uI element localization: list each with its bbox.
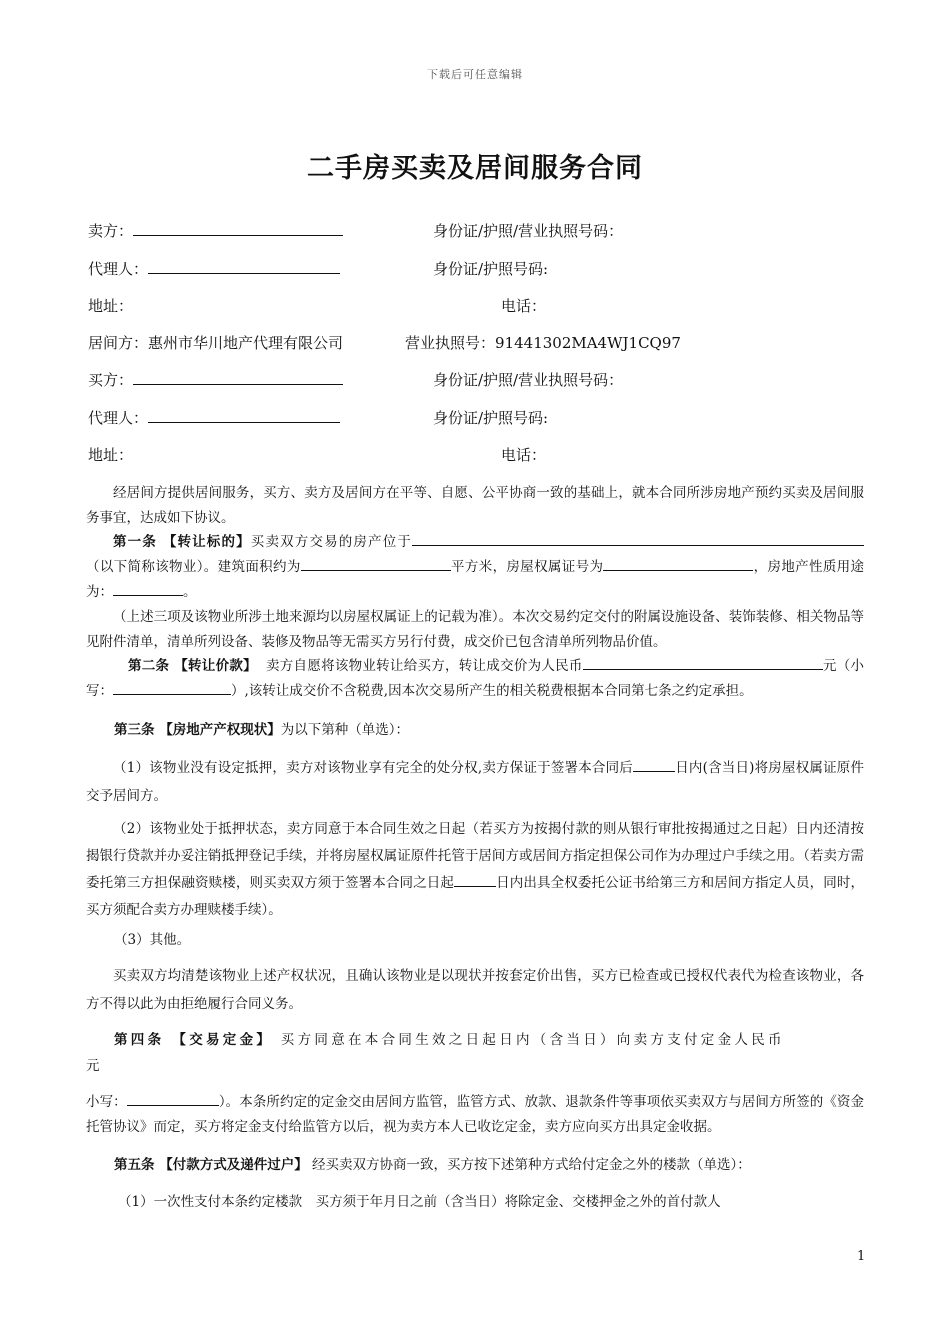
buyer-agent-field[interactable] xyxy=(148,408,340,423)
broker-license xyxy=(405,333,681,353)
seller-address-label: 地址： xyxy=(88,297,134,315)
option-1-text-b: 日内(含当日)将房屋权属证原件交予居间方。 xyxy=(86,760,864,804)
seller-agent-row xyxy=(88,259,549,279)
usage-field[interactable] xyxy=(113,580,183,596)
option-2-text-b: 日内出具全权委托公证书给第三方和居间方指定人员，同时，买方须配合卖方办理赎楼手续）。 xyxy=(86,875,864,918)
buyer-agent-label: 代理人： xyxy=(88,409,149,427)
article-1-text-2: （以下简称该物业）。建筑面积约为 xyxy=(86,559,301,575)
article-4-detail xyxy=(86,1090,864,1140)
price-small-field[interactable] xyxy=(113,679,231,695)
article-4-heading: 第四条 【交易定金】 xyxy=(114,1032,274,1048)
buyer-address-label: 地址： xyxy=(88,446,134,464)
article-4 xyxy=(114,1029,892,1051)
article-2-heading: 第二条 【转让价款】 xyxy=(128,658,257,674)
buyer-label: 买方： xyxy=(88,371,134,389)
article-1-text-1: 买卖双方交易的房产位于 xyxy=(250,534,413,550)
intro-paragraph: 经居间方提供居间服务，买方、卖方及居间方在平等、自愿、公平协商一致的基础上，就本合同所涉房地产预约买卖及居间服务事宜，达成如下协议。 xyxy=(86,485,864,526)
a5-option-1-text-a: （1）一次性支付本条约定楼款 买方须于 xyxy=(118,1194,370,1210)
option-2-days-field[interactable] xyxy=(454,871,496,887)
a5-option-1-month: 月 xyxy=(383,1194,397,1210)
article-4-text-1: 买方同意在本合同生效之日起 xyxy=(280,1032,500,1048)
option-1-days-field[interactable] xyxy=(633,756,675,772)
article-3-heading: 第三条 【房地产产权现状】 xyxy=(114,722,281,738)
article-3-option-2 xyxy=(86,816,864,924)
seller-id-label: 身份证/护照/营业执照号码： xyxy=(433,222,624,240)
option-1-text-a: （1）该物业没有设定抵押，卖方对该物业享有完全的处分权,卖方保证于签署本合同后 xyxy=(113,760,634,776)
buyer-name-field[interactable] xyxy=(133,370,343,385)
article-3-option-3 xyxy=(114,929,892,951)
buyer-row xyxy=(88,370,624,390)
article-4-text-2: 日内（含当日）向卖方支付定金人民币 xyxy=(499,1032,785,1048)
broker-license-label: 营业执照号： xyxy=(405,334,496,352)
article-3-text-1: 为以下第 xyxy=(280,722,335,738)
broker-label: 居间方： xyxy=(88,334,149,352)
seller-label: 卖方： xyxy=(88,222,134,240)
seller-agent-label: 代理人： xyxy=(88,260,149,278)
a5-option-1-year: 年 xyxy=(369,1194,384,1210)
article-4-text-5: ）。本条所约定的定金交由居间方监管，监管方式、放款、退款条件等事项依买卖双方与居间方所签的《资金托管协议》而定，买方将定金支付给监管方以后，视为卖方本人已收讫定金，卖方应向买方出具定金收据。 xyxy=(86,1094,864,1135)
article-5-heading: 第五条 【付款方式及递件过户】 xyxy=(114,1157,308,1173)
article-4-text-4: 小写： xyxy=(86,1094,127,1110)
article-4-unit: 元 xyxy=(86,1058,100,1074)
property-cert-field[interactable] xyxy=(603,555,753,571)
article-2 xyxy=(86,654,864,704)
header-note: 下载后可任意编辑 xyxy=(427,68,523,81)
article-3 xyxy=(114,719,892,741)
article-2-text-2: 元（小写： xyxy=(86,658,865,699)
article-1-heading: 第一条 【转让标的】 xyxy=(113,534,251,550)
page-number: 1 xyxy=(857,1249,866,1264)
article-5-option-1 xyxy=(118,1191,896,1213)
broker-name: 惠州市华川地产代理有限公司 xyxy=(148,334,344,352)
buyer-agent-row xyxy=(88,408,549,428)
article-1 xyxy=(86,530,864,605)
seller-address-row xyxy=(88,296,547,316)
broker-license-number: 91441302MA4WJ1CQ97 xyxy=(495,334,681,352)
deposit-small-field[interactable] xyxy=(127,1090,219,1106)
article-2-text-1: 卖方自愿将该物业转让给买方，转让成交价为人民币 xyxy=(266,658,583,674)
seller-agent-field[interactable] xyxy=(148,259,340,274)
article-1-note: （上述三项及该物业所涉土地来源均以房屋权属证上的记载为准）。本次交易约定交付的附属设施设备、装饰装修、相关物品等见附件清单，清单所列设备、装修及物品等无需买方另行付费，成交价已包含清单所列物品价值。 xyxy=(86,609,864,650)
buyer-agent-id-label: 身份证/护照号码: xyxy=(433,409,549,427)
article-3-option-1 xyxy=(86,754,864,810)
article-1-text-3: 平方米，房屋权属证号为 xyxy=(450,559,604,575)
price-field[interactable] xyxy=(583,654,823,670)
page-title: 二手房买卖及居间服务合同 xyxy=(307,153,643,184)
article-3-text-2: 种（单选）： xyxy=(334,722,409,738)
seller-phone-label: 电话： xyxy=(501,297,547,315)
article-3-note: 买卖双方均清楚该物业上述产权状况，且确认该物业是以现状并按套定价出售，买方已检查或已授权代表代为检查该物业，各方不得以此为由拒绝履行合同义务。 xyxy=(86,968,864,1012)
option-2-text-a: （2）该物业处于抵押状态，卖方同意于本合同生效之日起（若买方为按揭付款的则从银行审批按揭通过之日起）日内还清按揭银行贷款并办妥注销抵押登记手续，并将房屋权属证原件托管于居间方或居间方指定担保公司作为办理过户手续之用。（若卖方需委托第三方担保融资赎楼，则买卖双方须于签署本合同之日起 xyxy=(86,821,864,891)
article-5 xyxy=(114,1154,892,1176)
buyer-phone-label: 电话： xyxy=(501,446,547,464)
broker-row xyxy=(88,333,681,353)
article-5-text-2: 种方式给付定金之外的楼款（单选）： xyxy=(528,1157,751,1173)
seller-agent-id-label: 身份证/护照号码: xyxy=(433,260,549,278)
article-1-text-4: ，房地产性质用途为： xyxy=(86,559,865,600)
article-5-text-1: 经买卖双方协商一致，买方按下述第 xyxy=(312,1157,528,1173)
seller-row xyxy=(88,221,624,241)
article-1-text-5: 。 xyxy=(183,584,197,600)
article-2-text-3: ）,该转让成交价不含税费,因本次交易所产生的相关税费根据本合同第七条之约定承担。 xyxy=(231,683,753,699)
seller-name-field[interactable] xyxy=(133,221,343,236)
option-3-text-a: （3）其他 xyxy=(114,932,177,948)
buyer-id-label: 身份证/护照/营业执照号码： xyxy=(433,371,624,389)
area-field[interactable] xyxy=(301,555,451,571)
buyer-address-row xyxy=(88,445,547,465)
option-3-text-b: 。 xyxy=(176,932,191,948)
a5-option-1-text-d: 日之前（含当日）将除定金、交楼押金之外的首付款人 xyxy=(396,1194,721,1210)
property-location-field[interactable] xyxy=(412,530,864,546)
